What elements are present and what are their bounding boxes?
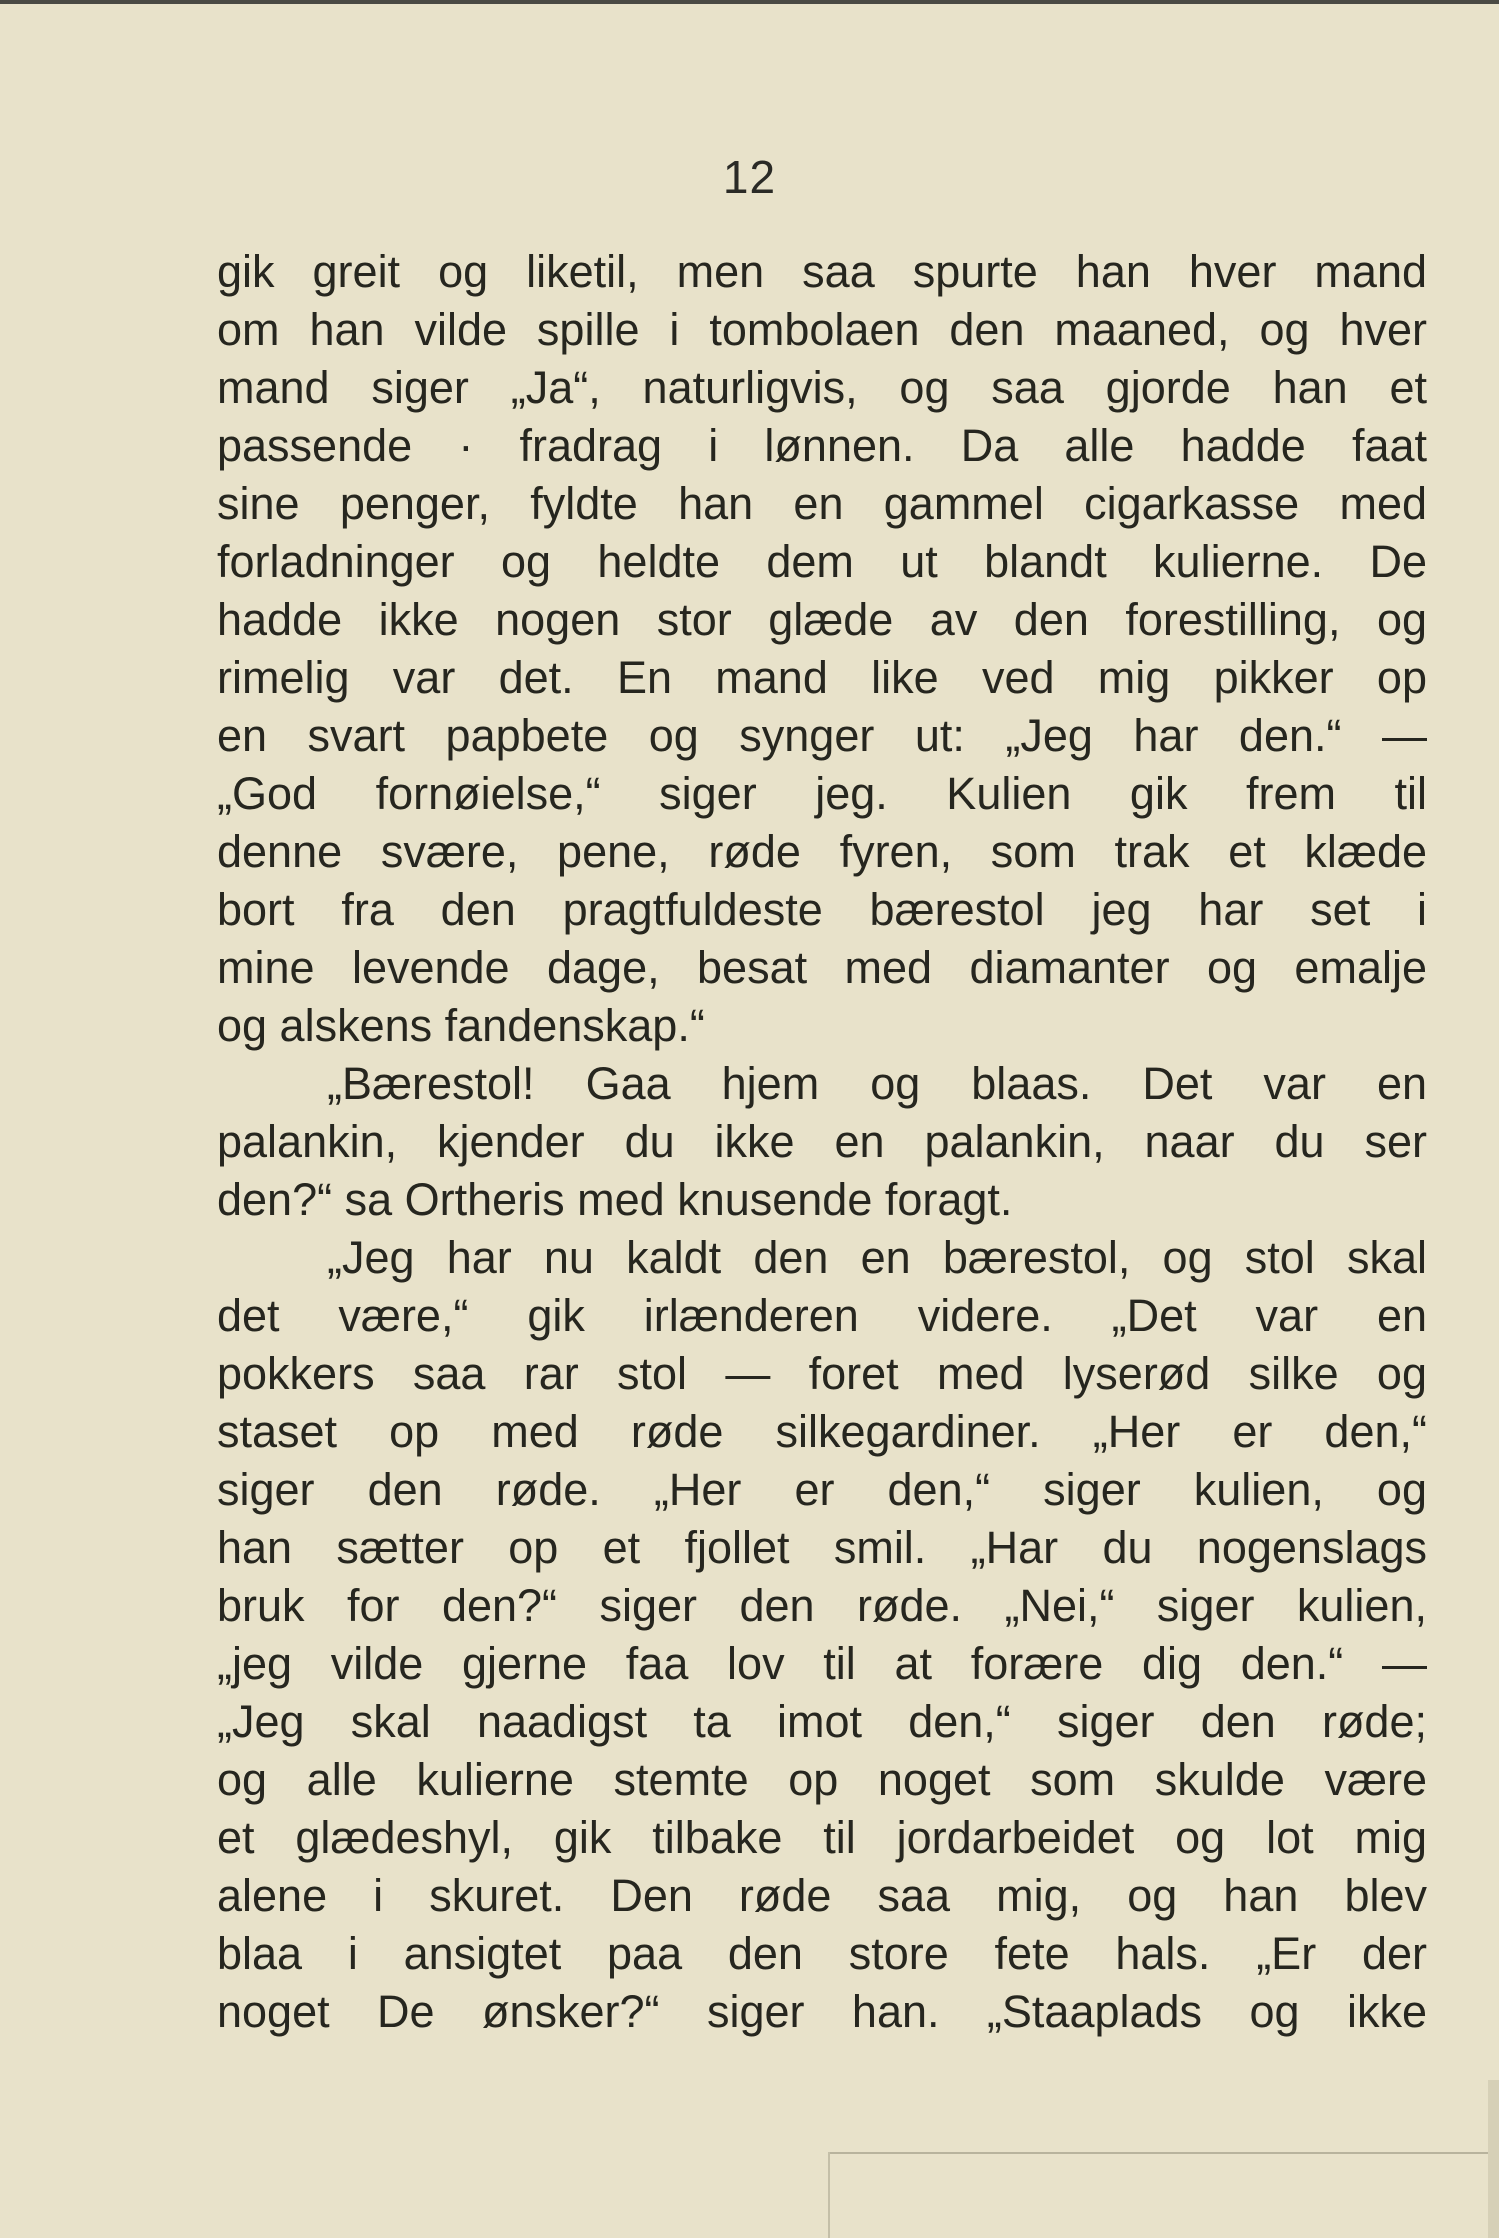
text-line: staset op med røde silkegardiner. „Her er den,“ [217, 1406, 1427, 1457]
text-line: blaa i ansigtet paa den store fete hals. „Er der [217, 1928, 1427, 1979]
text-line: siger den røde. „Her er den,“ siger kulien, og [217, 1464, 1427, 1515]
text-line: bort fra den pragtfuldeste bærestol jeg har set i [217, 884, 1427, 935]
paper-crease-line [828, 2152, 1488, 2154]
text-line: om han vilde spille i tombolaen den maaned, og hver [217, 304, 1427, 355]
text-line: sine penger, fyldte han en gammel cigarkasse med [217, 478, 1427, 529]
text-line: passende · fradrag i lønnen. Da alle hadde faat [217, 420, 1427, 471]
text-line: det være,“ gik irlænderen videre. „Det var en [217, 1290, 1427, 1341]
text-line: og alle kulierne stemte op noget som skulde være [217, 1754, 1427, 1805]
text-line: en svart papbete og synger ut: „Jeg har den.“ — [217, 710, 1427, 761]
text-line: gik greit og liketil, men saa spurte han hver mand [217, 246, 1427, 297]
page-number: 12 [722, 151, 777, 203]
text-line: „God fornøielse,“ siger jeg. Kulien gik frem til [217, 768, 1427, 819]
text-line: „Bærestol! Gaa hjem og blaas. Det var en [327, 1058, 1427, 1109]
text-line: hadde ikke nogen stor glæde av den forestilling, og [217, 594, 1427, 645]
text-line: pokkers saa rar stol — foret med lyserød silke og [217, 1348, 1427, 1399]
text-line: palankin, kjender du ikke en palankin, naar du ser [217, 1116, 1427, 1167]
text-line: bruk for den?“ siger den røde. „Nei,“ siger kulien, [217, 1580, 1427, 1631]
text-line: og alskens fandenskap.“ [217, 1000, 705, 1051]
text-line: han sætter op et fjollet smil. „Har du nogenslags [217, 1522, 1427, 1573]
text-line: den?“ sa Ortheris med knusende foragt. [217, 1174, 1013, 1225]
text-line: „jeg vilde gjerne faa lov til at forære dig den.“ — [217, 1638, 1427, 1689]
text-line: „Jeg har nu kaldt den en bærestol, og stol skal [327, 1232, 1427, 1283]
text-line: forladninger og heldte dem ut blandt kulierne. De [217, 536, 1427, 587]
text-line: mand siger „Ja“, naturligvis, og saa gjorde han et [217, 362, 1427, 413]
text-line: alene i skuret. Den røde saa mig, og han blev [217, 1870, 1427, 1921]
text-line: mine levende dage, besat med diamanter og emalje [217, 942, 1427, 993]
text-line: denne svære, pene, røde fyren, som trak et klæde [217, 826, 1427, 877]
text-line: rimelig var det. En mand like ved mig pikker op [217, 652, 1427, 703]
page-right-edge [1488, 2080, 1499, 2238]
paper-crease-edge [828, 2152, 830, 2238]
text-line: noget De ønsker?“ siger han. „Staaplads og ikke [217, 1986, 1427, 2037]
text-line: et glædeshyl, gik tilbake til jordarbeidet og lot mig [217, 1812, 1427, 1863]
text-line: „Jeg skal naadigst ta imot den,“ siger den røde; [217, 1696, 1427, 1747]
